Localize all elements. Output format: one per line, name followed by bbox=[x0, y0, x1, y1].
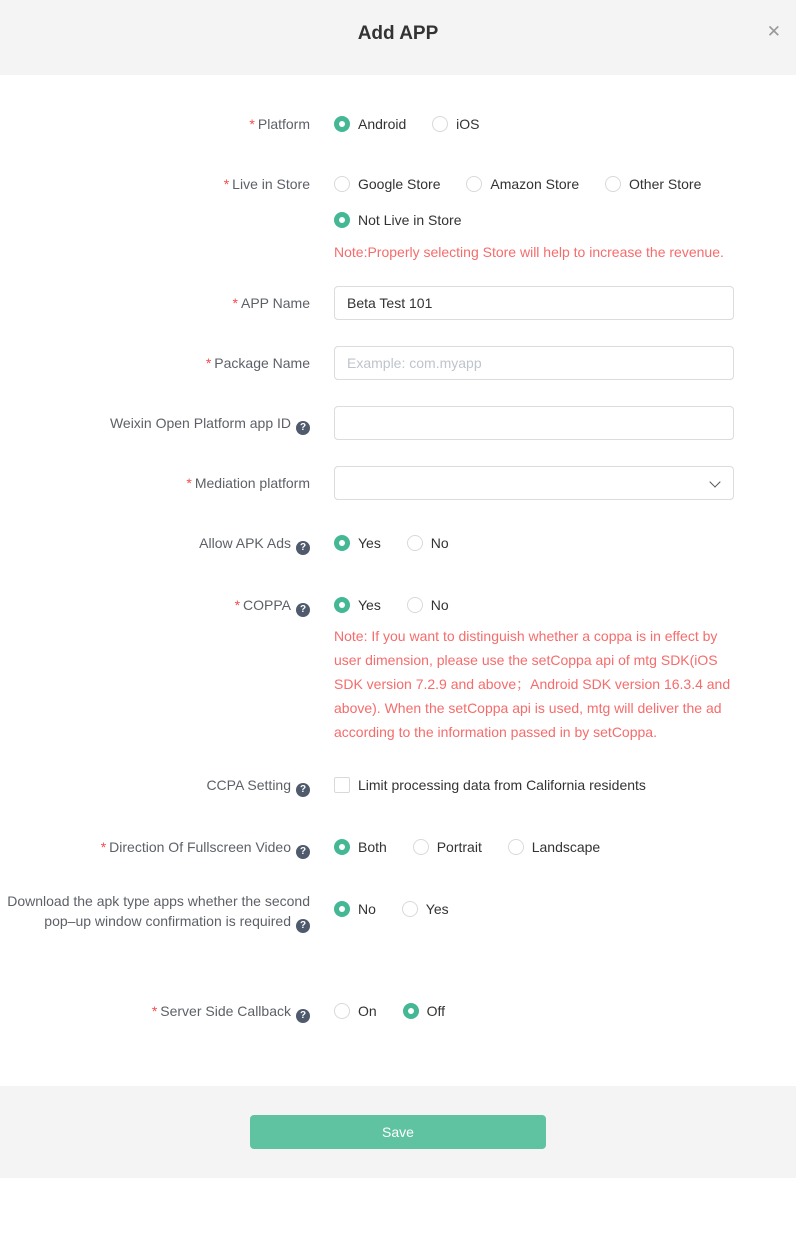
radio-callback-off-label: Off bbox=[426, 1003, 445, 1019]
ccpa-setting-label bbox=[0, 775, 310, 797]
radio-ios-label: iOS bbox=[456, 116, 480, 132]
direction-label-text: Direction Of Fullscreen Video bbox=[109, 839, 291, 855]
radio-coppa-yes-label: Yes bbox=[358, 597, 381, 613]
required-mark: * bbox=[232, 295, 238, 311]
row-server-side-callback bbox=[0, 1001, 796, 1023]
row-direction-fullscreen-video bbox=[0, 837, 796, 859]
help-icon[interactable]: ? bbox=[296, 783, 310, 797]
checkbox-icon bbox=[334, 777, 350, 793]
allow-apk-ads-label bbox=[0, 533, 310, 555]
store-note: Note:Properly selecting Store will help to increase the revenue. bbox=[334, 244, 724, 260]
radio-icon bbox=[334, 535, 350, 551]
help-icon[interactable]: ? bbox=[296, 541, 310, 555]
help-icon[interactable]: ? bbox=[296, 919, 310, 933]
radio-not-live-in-store[interactable] bbox=[334, 210, 462, 230]
radio-android[interactable] bbox=[334, 114, 406, 134]
platform-label bbox=[0, 114, 310, 134]
package-name-input[interactable] bbox=[334, 346, 734, 380]
radio-icon bbox=[407, 535, 423, 551]
radio-apk-ads-yes-label: Yes bbox=[358, 535, 381, 551]
row-allow-apk-ads bbox=[0, 533, 796, 555]
radio-direction-both[interactable] bbox=[334, 837, 387, 857]
mediation-platform-label-text: Mediation platform bbox=[194, 475, 310, 491]
radio-apk-ads-no-label: No bbox=[430, 535, 449, 551]
save-button[interactable]: Save bbox=[250, 1115, 546, 1149]
radio-popup-no-label: No bbox=[358, 901, 376, 917]
coppa-label bbox=[0, 595, 310, 617]
radio-icon bbox=[334, 901, 350, 917]
radio-icon bbox=[403, 1003, 419, 1019]
mediation-platform-label bbox=[0, 466, 310, 493]
row-platform bbox=[0, 114, 796, 134]
app-name-label bbox=[0, 286, 310, 313]
ccpa-setting-label-text: CCPA Setting bbox=[206, 777, 291, 793]
radio-direction-landscape[interactable] bbox=[508, 837, 601, 857]
ccpa-checkbox-label: Limit processing data from California residents bbox=[358, 777, 646, 793]
required-mark: * bbox=[186, 475, 192, 491]
help-icon[interactable]: ? bbox=[296, 603, 310, 617]
required-mark: * bbox=[100, 839, 107, 855]
radio-callback-on[interactable] bbox=[334, 1001, 377, 1021]
radio-ios[interactable] bbox=[432, 114, 479, 134]
radio-coppa-no-label: No bbox=[430, 597, 449, 613]
ccpa-limit-checkbox[interactable] bbox=[334, 775, 646, 795]
radio-icon bbox=[413, 839, 429, 855]
package-name-label-text: Package Name bbox=[214, 355, 310, 371]
weixin-app-id-label-text: Weixin Open Platform app ID bbox=[109, 415, 291, 431]
radio-icon bbox=[334, 839, 350, 855]
radio-other-store[interactable] bbox=[605, 174, 701, 194]
radio-coppa-no[interactable] bbox=[407, 595, 449, 615]
modal-body bbox=[0, 75, 796, 1086]
row-weixin-app-id bbox=[0, 406, 796, 440]
row-app-name bbox=[0, 286, 796, 320]
radio-callback-off[interactable] bbox=[403, 1001, 445, 1021]
store-options-row1 bbox=[334, 174, 734, 194]
close-icon[interactable]: ✕ bbox=[766, 22, 781, 41]
help-icon[interactable]: ? bbox=[296, 1009, 310, 1023]
store-options-row2 bbox=[334, 210, 734, 230]
radio-icon bbox=[402, 901, 418, 917]
coppa-label-text: COPPA bbox=[243, 597, 291, 613]
radio-amazon-store[interactable] bbox=[466, 174, 579, 194]
radio-icon bbox=[466, 176, 482, 192]
radio-popup-no[interactable] bbox=[334, 899, 376, 919]
radio-icon bbox=[334, 116, 350, 132]
app-name-input[interactable] bbox=[334, 286, 734, 320]
platform-options bbox=[334, 114, 734, 134]
required-mark: * bbox=[234, 597, 241, 613]
required-mark: * bbox=[249, 116, 255, 132]
radio-popup-yes[interactable] bbox=[402, 899, 449, 919]
radio-amazon-store-label: Amazon Store bbox=[490, 176, 580, 192]
help-icon[interactable]: ? bbox=[296, 421, 310, 435]
help-icon[interactable]: ? bbox=[296, 845, 310, 859]
modal-footer bbox=[0, 1086, 796, 1178]
radio-google-store-label: Google Store bbox=[358, 176, 441, 192]
radio-apk-ads-no[interactable] bbox=[407, 533, 449, 553]
coppa-options bbox=[334, 595, 734, 615]
server-callback-label-text: Server Side Callback bbox=[160, 1003, 291, 1019]
live-in-store-label-text: Live in Store bbox=[232, 176, 310, 192]
weixin-app-id-input[interactable] bbox=[334, 406, 734, 440]
radio-icon bbox=[334, 1003, 350, 1019]
radio-not-live-in-store-label: Not Live in Store bbox=[358, 212, 462, 228]
required-mark: * bbox=[205, 355, 212, 371]
package-name-label bbox=[0, 346, 310, 373]
row-ccpa-setting bbox=[0, 775, 796, 797]
row-live-in-store bbox=[0, 174, 796, 264]
live-in-store-options bbox=[334, 174, 734, 264]
direction-label bbox=[0, 837, 310, 859]
chevron-down-icon bbox=[709, 476, 720, 487]
live-in-store-label bbox=[0, 174, 310, 194]
mediation-platform-select[interactable] bbox=[334, 466, 734, 500]
platform-label-text: Platform bbox=[257, 116, 310, 132]
row-package-name bbox=[0, 346, 796, 380]
radio-icon bbox=[432, 116, 448, 132]
apk-second-popup-label-text: Download the apk type apps whether the second pop–up window confirmation is required bbox=[7, 893, 310, 929]
radio-icon bbox=[508, 839, 524, 855]
radio-icon bbox=[407, 597, 423, 613]
radio-direction-portrait[interactable] bbox=[413, 837, 482, 857]
required-mark: * bbox=[223, 176, 230, 192]
allow-apk-ads-label-text: Allow APK Ads bbox=[199, 535, 291, 551]
server-callback-label bbox=[0, 1001, 310, 1023]
modal-header bbox=[0, 0, 796, 75]
radio-other-store-label: Other Store bbox=[629, 176, 702, 192]
radio-icon bbox=[605, 176, 621, 192]
coppa-note: Note: If you want to distinguish whether a coppa is in effect by user dimension, please use the setCoppa api of mtg SDK(iOS SDK version 7.2.9 and above；Android SDK version 16.3.4 and above). When the setCoppa api is used, mtg will deliver the ad according to the information passed in by setCoppa. bbox=[334, 628, 731, 740]
app-name-label-text: APP Name bbox=[241, 295, 310, 311]
radio-android-label: Android bbox=[358, 116, 407, 132]
radio-direction-both-label: Both bbox=[358, 839, 387, 855]
row-mediation-platform bbox=[0, 466, 796, 500]
row-coppa bbox=[0, 595, 796, 744]
modal-title: Add APP bbox=[357, 22, 439, 44]
radio-icon bbox=[334, 176, 350, 192]
radio-direction-portrait-label: Portrait bbox=[436, 839, 482, 855]
row-apk-second-popup bbox=[0, 891, 796, 933]
radio-popup-yes-label: Yes bbox=[425, 901, 449, 917]
radio-callback-on-label: On bbox=[358, 1003, 377, 1019]
radio-google-store[interactable] bbox=[334, 174, 441, 194]
weixin-app-id-label bbox=[0, 406, 310, 435]
radio-icon bbox=[334, 597, 350, 613]
radio-coppa-yes[interactable] bbox=[334, 595, 381, 615]
required-mark: * bbox=[151, 1003, 158, 1019]
radio-direction-landscape-label: Landscape bbox=[531, 839, 601, 855]
radio-apk-ads-yes[interactable] bbox=[334, 533, 381, 553]
radio-icon bbox=[334, 212, 350, 228]
apk-second-popup-label bbox=[0, 891, 310, 933]
